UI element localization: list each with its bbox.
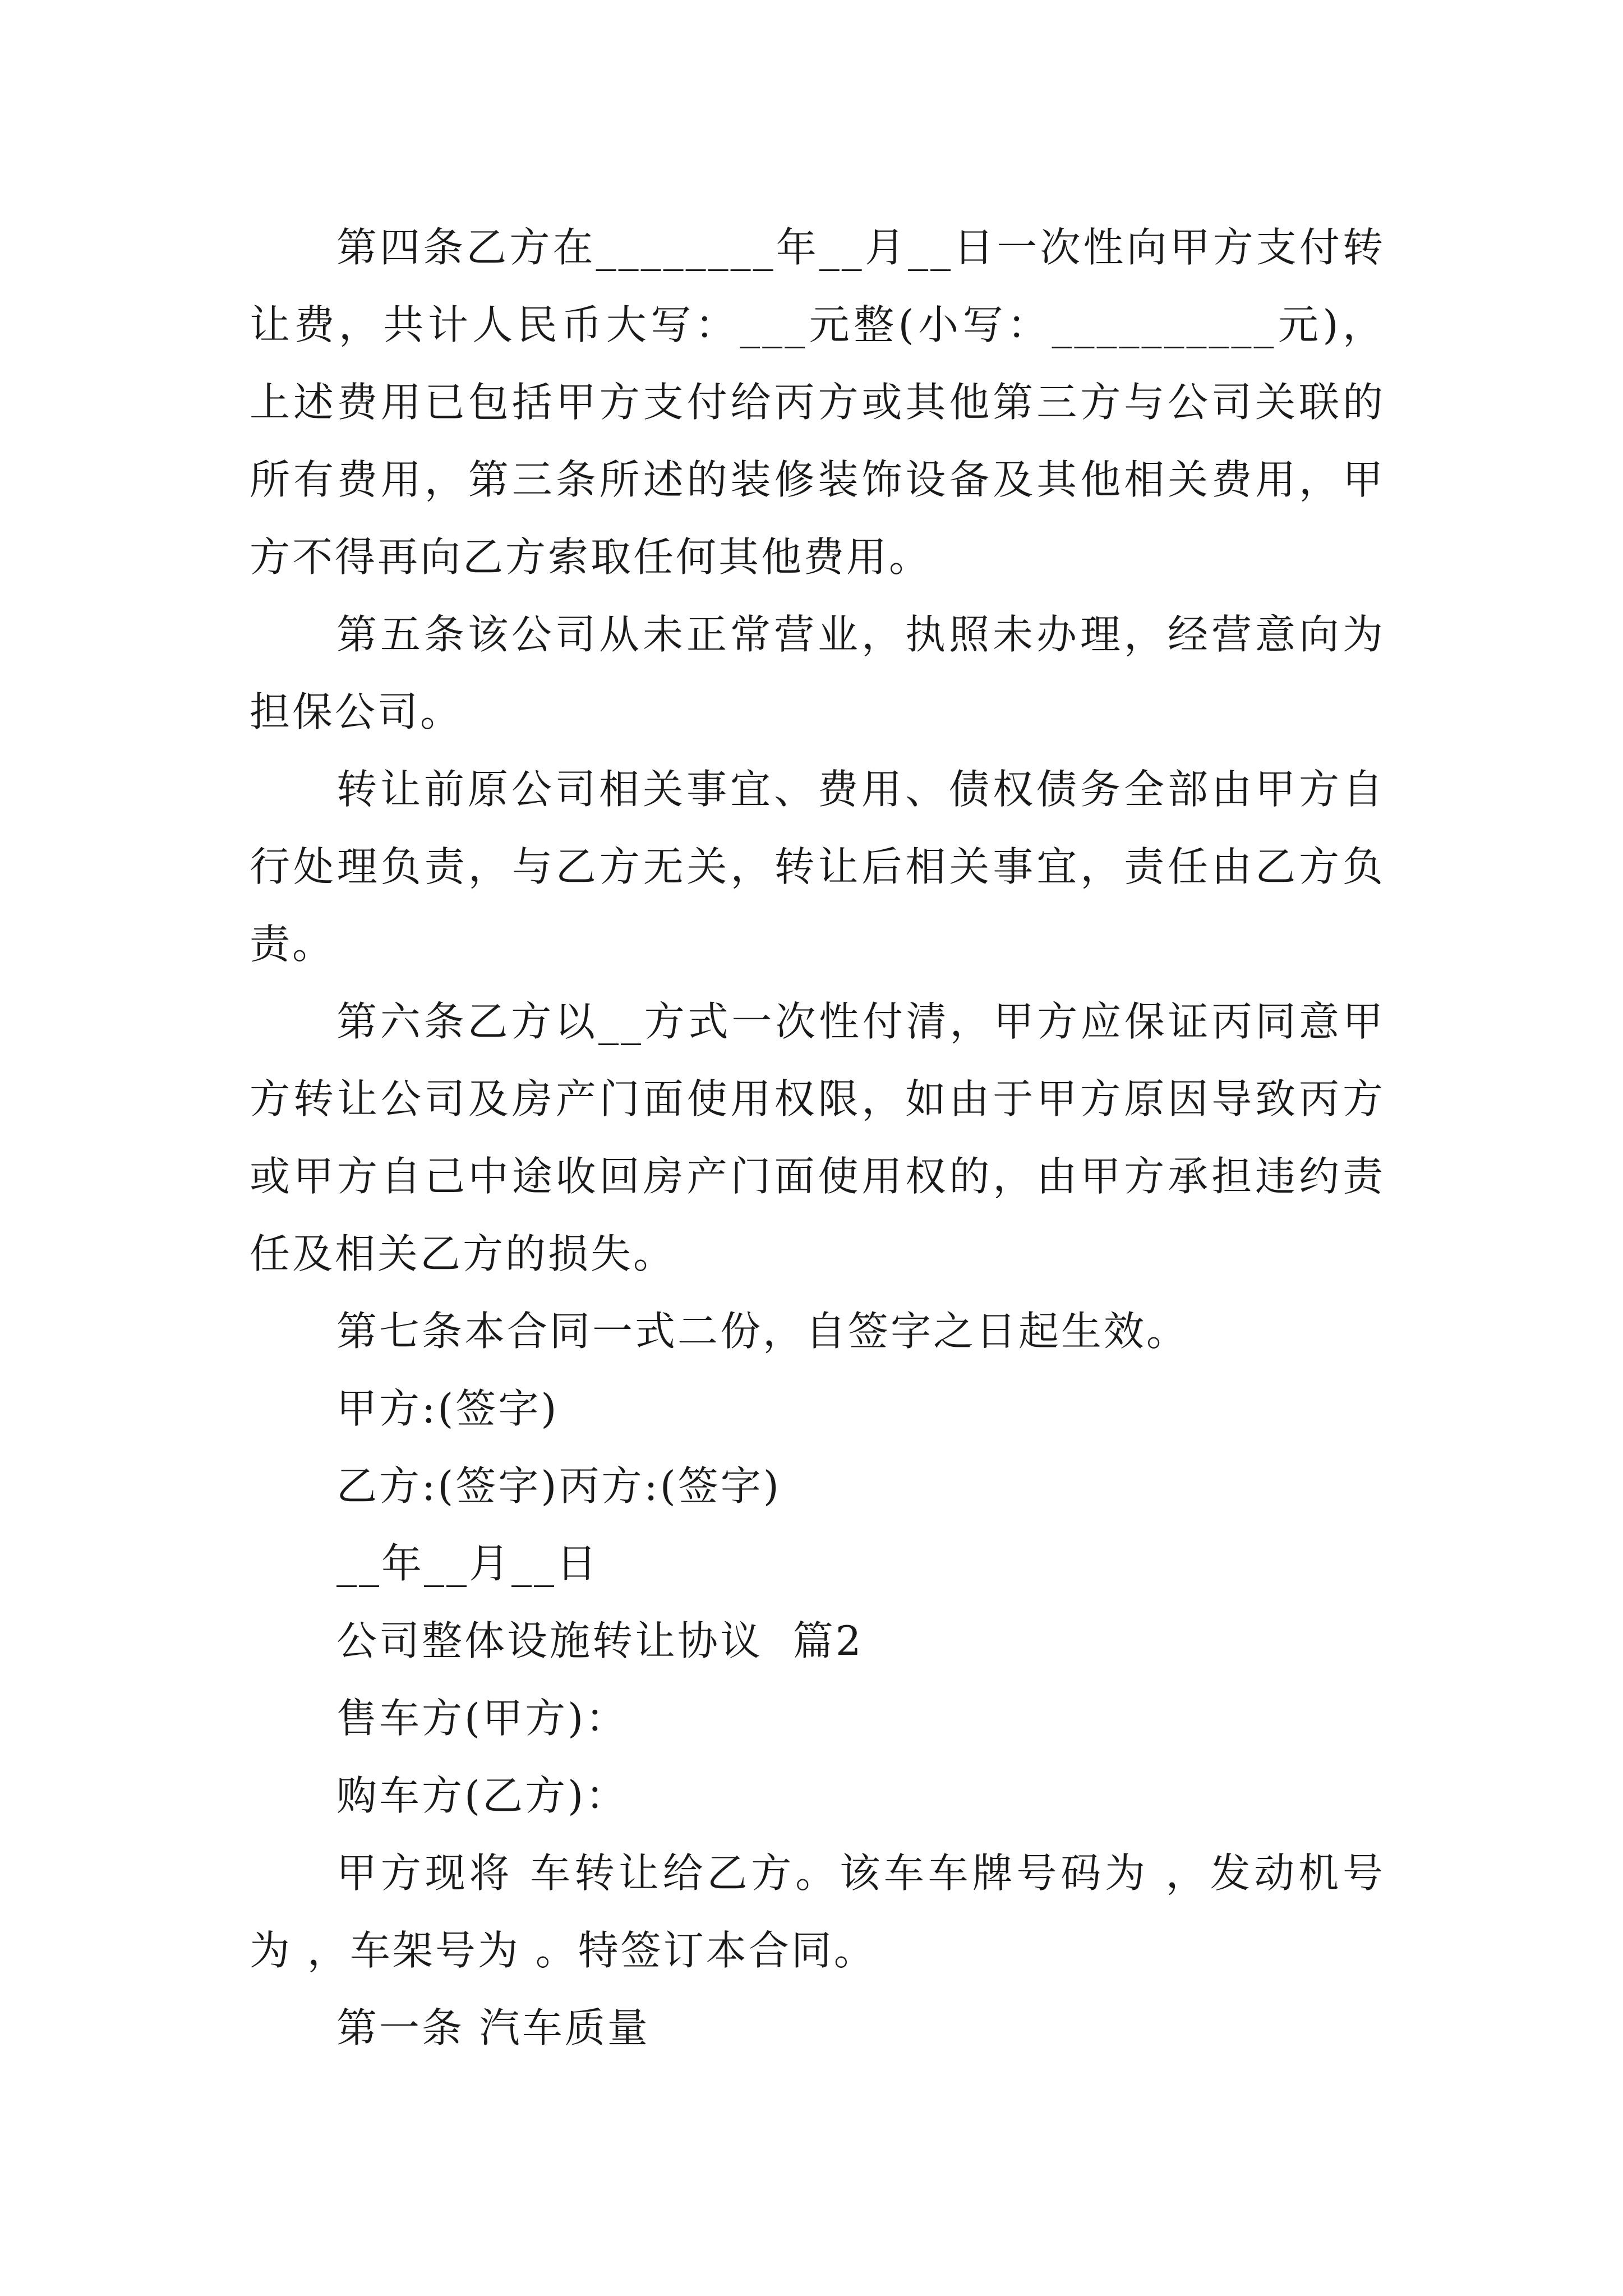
vehicle-intro-paragraph: 甲方现将 车转让给乙方。该车车牌号码为 ，发动机号为 ，车架号为 。特签订本合同。 [250,1849,1385,1974]
car-article-1-heading: 第一条 汽车质量 [336,2004,650,2051]
section-title: 公司整体设施转让协议 篇2 [336,1617,864,1664]
buyer-line: 购车方(乙方)： [336,1772,629,1819]
date-line: __年__月__日 [336,1540,600,1587]
article-4-paragraph: 第四条乙方在________年__月__日一次性向甲方支付转让费，共计人民币大写：___元整(小写：__________元)，上述费用已包括甲方支付给丙方或其他第三方与公司关联的所有费用，第三条所述的装修装饰设备及其他相关费用，甲方不得再向乙方索取任何其他费用。 [250,224,1385,581]
article-7-line: 第七条本合同一式二份，自签字之日起生效。 [336,1308,1189,1355]
article-6-paragraph: 第六条乙方以__方式一次性付清，甲方应保证丙同意甲方转让公司及房产门面使用权限，如由于甲方原因导致丙方或甲方自己中途收回房产门面使用权的，由甲方承担违约责任及相关乙方的损失。 [250,998,1385,1277]
article-5-paragraph: 第五条该公司从未正常营业，执照未办理，经营意向为担保公司。 [250,611,1385,735]
seller-line: 售车方(甲方)： [336,1695,629,1742]
party-b-c-signature-line: 乙方:(签字)丙方:(签字) [336,1462,781,1510]
document-body [250,209,1385,2067]
transfer-note-paragraph: 转让前原公司相关事宜、费用、债权债务全部由甲方自行处理负责，与乙方无关，转让后相关事宜，责任由乙方负责。 [250,766,1385,968]
party-a-signature-line: 甲方:(签字) [336,1385,559,1432]
